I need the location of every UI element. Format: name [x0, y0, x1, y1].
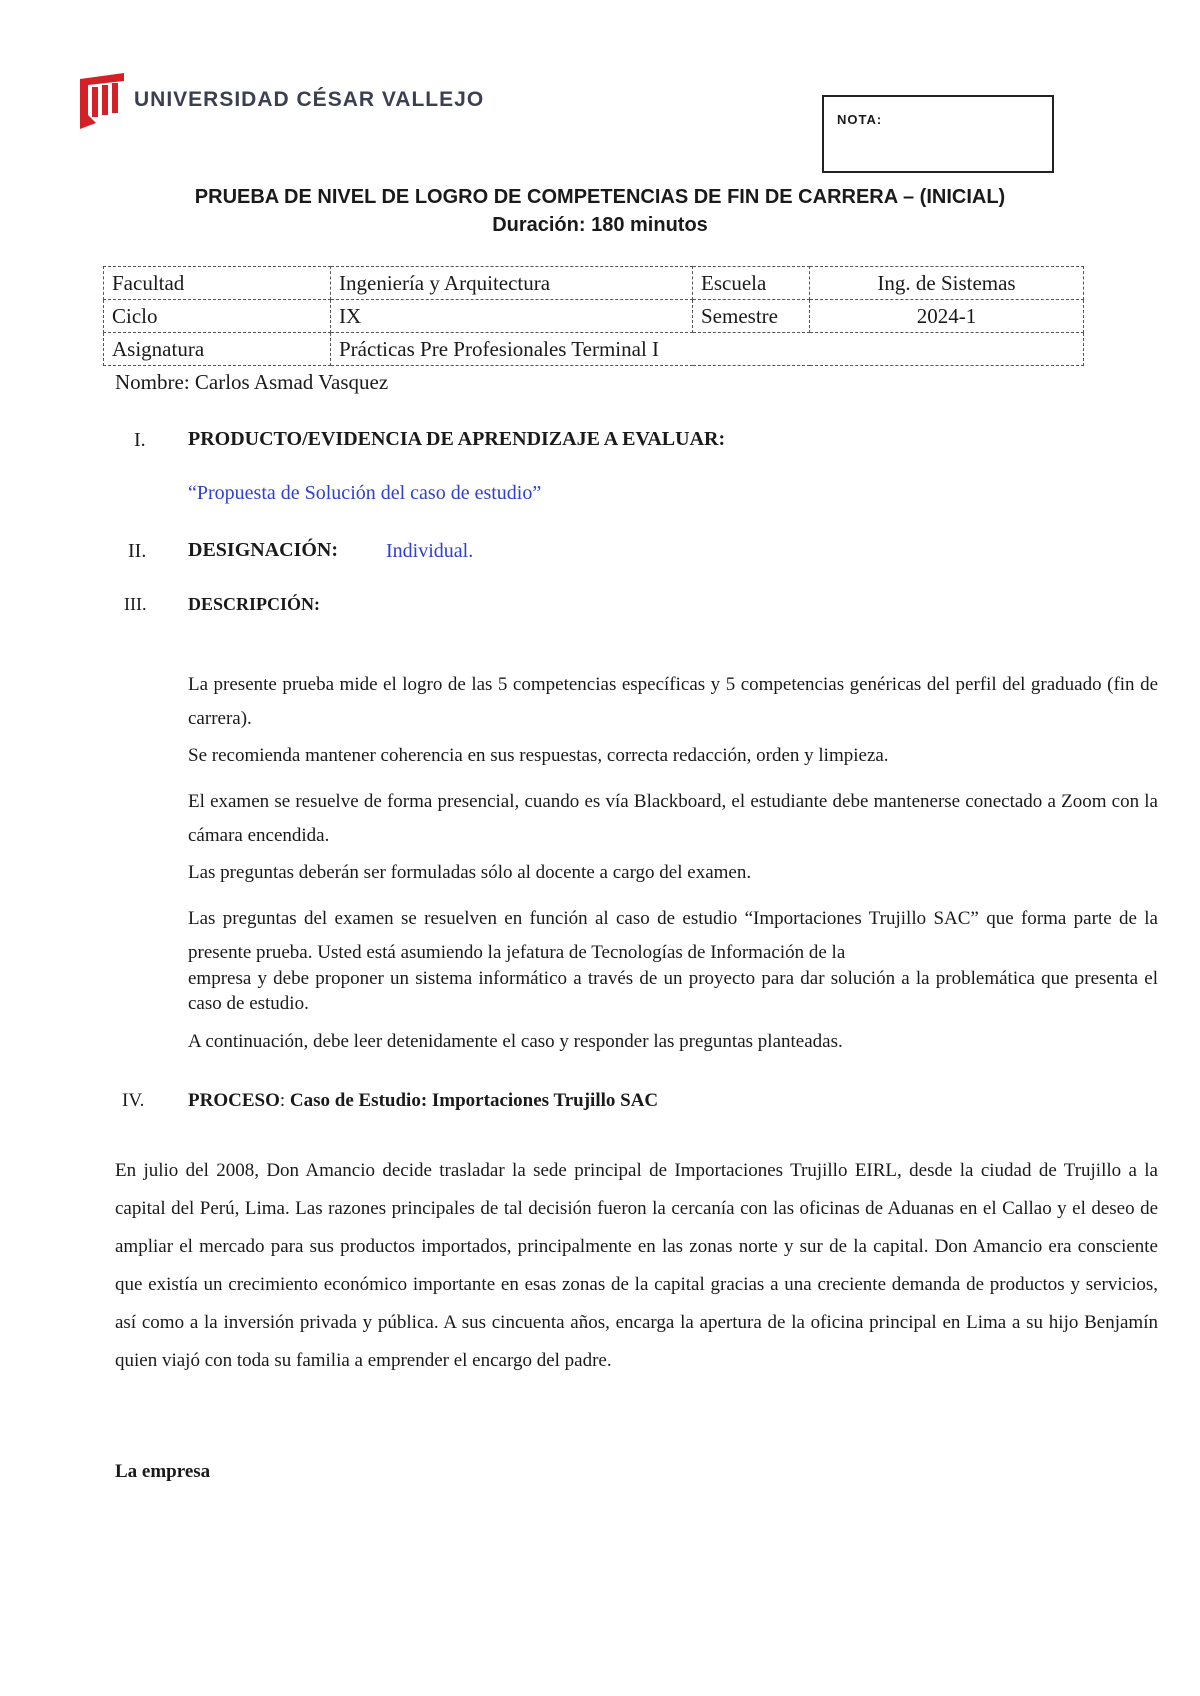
duration-subtitle: Duración: 180 minutos — [492, 214, 708, 236]
asignatura-label: Asignatura — [104, 333, 331, 366]
section-1-value: “Propuesta de Solución del caso de estudio” — [188, 482, 542, 504]
escuela-value: Ing. de Sistemas — [810, 267, 1084, 300]
semestre-label: Semestre — [693, 300, 810, 333]
description-paragraph: A continuación, debe leer detenidamente el caso y responder las preguntas planteadas. — [188, 1031, 843, 1052]
section-2-title: DESIGNACIÓN: — [188, 539, 339, 561]
section-4-title-b: : — [279, 1090, 290, 1111]
facultad-value: Ingeniería y Arquitectura — [331, 267, 693, 300]
table-row — [104, 267, 1084, 300]
grade-label: NOTA: — [837, 112, 883, 127]
grade-box — [822, 95, 1054, 173]
semestre-value: 2024-1 — [810, 300, 1084, 333]
description-paragraph: La presente prueba mide el logro de las 5 competencias específicas y 5 competencias genéricas del perfil del graduado (fin de carrera). — [188, 674, 1158, 729]
escuela-label: Escuela — [693, 267, 810, 300]
asignatura-value: Prácticas Pre Profesionales Terminal I — [331, 333, 1084, 366]
description-paragraph: Las preguntas deberán ser formuladas sólo al docente a cargo del examen. — [188, 862, 752, 883]
ciclo-label: Ciclo — [104, 300, 331, 333]
info-table — [103, 266, 1084, 366]
description-paragraph: Se recomienda mantener coherencia en sus respuestas, correcta redacción, orden y limpieza. — [188, 745, 889, 766]
empresa-heading: La empresa — [115, 1461, 211, 1482]
student-name: Nombre: Carlos Asmad Vasquez — [115, 370, 389, 394]
section-2-number: II. — [128, 540, 147, 562]
description-paragraph: empresa y debe proponer un sistema informático a través de un proyecto para dar solución a la problemática que presenta el caso de estudio. — [188, 968, 1158, 1014]
section-4-title-c: Caso de Estudio: Importaciones Trujillo SAC — [289, 1090, 659, 1111]
section-4-title-a: PROCESO — [188, 1090, 280, 1111]
section-3-title: DESCRIPCIÓN: — [188, 594, 321, 614]
section-4-title — [188, 1090, 658, 1112]
case-paragraph: En julio del 2008, Don Amancio decide trasladar la sede principal de Importaciones Trujillo EIRL, desde la ciudad de Trujillo a la capital del Perú, Lima. Las razones principales de tal decisión fueron la cercanía con las oficinas de Aduanas en el Callao y el deseo de ampliar el mercado para sus productos importados, principalmente en las zonas norte y sur de la capital. Don Amancio era consciente que existía un crecimiento económico importante en esas zonas de la capital gracias a una creciente demanda de productos y servicios, así como a la inversión privada y pública. A sus cincuenta años, encarga la apertura de la oficina principal en Lima a su hijo Benjamín quien viajó con toda su familia a emprender el encargo del padre. — [115, 1160, 1158, 1371]
section-2-value: Individual. — [386, 540, 474, 562]
section-3-number: III. — [124, 594, 147, 614]
university-logo-icon — [78, 73, 126, 129]
university-name: UNIVERSIDAD CÉSAR VALLEJO — [134, 88, 485, 111]
page-title: PRUEBA DE NIVEL DE LOGRO DE COMPETENCIAS DE FIN DE CARRERA – (INICIAL) — [194, 186, 1006, 208]
facultad-label: Facultad — [104, 267, 331, 300]
description-paragraph: Las preguntas del examen se resuelven en función al caso de estudio “Importaciones Trujillo SAC” que forma parte de la presente prueba. Usted está asumiendo la jefatura de Tecnologías de Información de la — [188, 908, 1158, 963]
table-row — [104, 300, 1084, 333]
section-4-number: IV. — [122, 1090, 145, 1111]
section-1-title: PRODUCTO/EVIDENCIA DE APRENDIZAJE A EVALUAR: — [188, 428, 726, 450]
ciclo-value: IX — [331, 300, 693, 333]
description-paragraph: El examen se resuelve de forma presencial, cuando es vía Blackboard, el estudiante debe mantenerse conectado a Zoom con la cámara encendida. — [188, 791, 1158, 846]
table-row — [104, 333, 1084, 366]
section-1-number: I. — [134, 429, 146, 451]
